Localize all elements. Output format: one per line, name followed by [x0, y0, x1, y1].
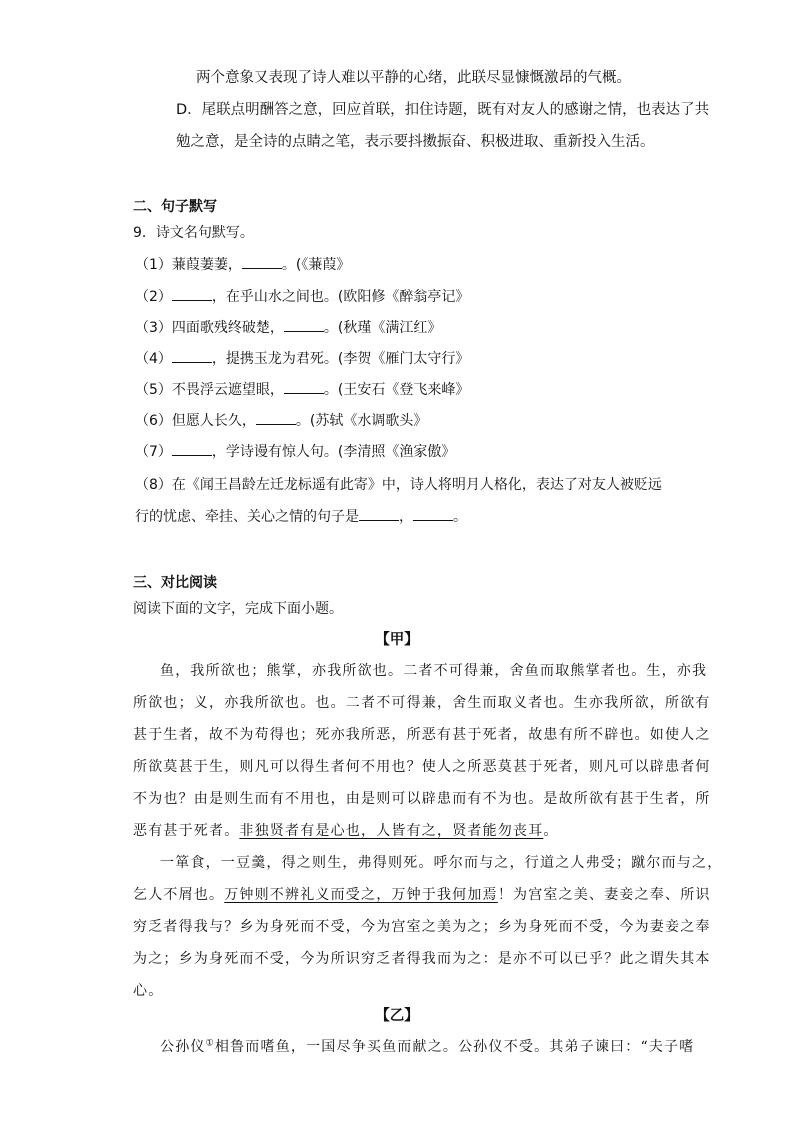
jia-p1-line2: 所欲也；义，亦我所欲也。也。二者不可得兼，舍生而取义者也。生亦我所欲，所欲有: [133, 695, 711, 711]
answer-blank[interactable]: [284, 319, 324, 332]
passage-yi-title: 【乙】: [375, 1008, 419, 1024]
item-source: ，提携玉龙为君死。(李贺《雁门太守行》: [211, 351, 470, 367]
item-text: （7）: [135, 444, 172, 460]
jia-p1-line6: [133, 820, 559, 840]
jia-p2-line2: [133, 884, 711, 904]
underlined-sentence: 非独贤者有是心也，人皆有之，贤者能勿丧耳: [239, 823, 544, 839]
item-source: 。(秋瑾《满江红》: [323, 320, 442, 336]
item-text: （5）不畏浮云遮望眼，: [135, 382, 284, 398]
item-text: （6）但愿人长久，: [135, 413, 256, 429]
comma: ，: [399, 509, 413, 525]
question-9: 9．诗文名句默写。: [133, 225, 254, 241]
item-source: 。(王安石《登飞来峰》: [323, 382, 470, 398]
jia-p2-line1: 一箪食，一豆羹，得之则生，弗得则死。呼尔而与之，行道之人弗受；蹴尔而与之，: [160, 855, 723, 871]
option-d-line1: D．尾联点明酬答之意，回应首联，扣住诗题，既有对友人的感谢之情，也表达了共: [176, 102, 710, 118]
jia-p2-line4: 为之；乡为身死而不受，今为所识穷乏者得我而为之：是亦不可以已乎？此之谓失其本: [133, 951, 711, 967]
plain-text: 相鲁而嗜鱼，一国尽争买鱼而献之。公孙仪不受。其弟子谏曰：“夫子嗜: [214, 1039, 695, 1055]
dictation-item-5: [135, 379, 469, 399]
answer-blank[interactable]: [172, 288, 212, 301]
dictation-item-7: [135, 441, 455, 461]
dictation-item-6: [135, 410, 427, 430]
plain-text: 乞人不屑也。: [133, 887, 225, 903]
jia-p2-line3: 穷乏者得我与？乡为身死而不受，今为宫室之美为之；乡为身死而不受，今为妻妾之奉: [133, 919, 711, 935]
jia-p1-line4: 所欲莫甚于生，则凡可以得生者何不用也？使人之所恶莫甚于死者，则凡可以辟患者何: [133, 759, 711, 775]
dictation-item-8-line1: （8）在《闻王昌龄左迁龙标遥有此寄》中，诗人将明月人格化，表达了对友人被贬远: [135, 477, 662, 493]
answer-blank[interactable]: [256, 412, 296, 425]
jia-p1-line3: 甚于生者，故不为苟得也；死亦我所恶，所恶有甚于死者，故患有所不辟也。如使人之: [133, 727, 711, 743]
answer-blank[interactable]: [172, 443, 212, 456]
answer-blank[interactable]: [359, 508, 399, 521]
plain-text: ！为宫室之美、妻妾之奉、所识: [497, 887, 711, 903]
item-source: 。(《蒹葭》: [281, 257, 351, 273]
item-text: 行的忧虑、牵挂、关心之情的句子是: [135, 509, 359, 525]
dictation-item-4: [135, 348, 469, 368]
answer-blank[interactable]: [242, 256, 282, 269]
period: 。: [453, 509, 467, 525]
plain-text: 公孙仪: [160, 1039, 206, 1055]
jia-p1-line1: 鱼，我所欲也；熊掌，亦我所欲也。二者不可得兼，舍鱼而取熊掌者也。生，亦我: [160, 663, 708, 679]
dictation-item-3: [135, 317, 441, 337]
answer-blank[interactable]: [284, 381, 324, 394]
underlined-sentence: 万钟则不辨礼义而受之，万钟于我何加焉: [224, 887, 498, 903]
answer-blank[interactable]: [413, 508, 453, 521]
jia-p2-line5: 心。: [133, 983, 164, 999]
passage-jia-title: 【甲】: [375, 632, 419, 648]
item-text: （3）四面歌残终破楚，: [135, 320, 284, 336]
item-text: （2）: [135, 289, 172, 305]
item-text: （4）: [135, 351, 172, 367]
plain-text: 。: [543, 823, 559, 839]
option-d-line2: 勉之意，是全诗的点睛之笔，表示要抖擞振奋、积极进取、重新投入生活。: [176, 134, 655, 150]
section-heading-dictation: 二、句子默写: [133, 199, 217, 215]
plain-text: 恶有甚于死者。: [133, 823, 240, 839]
option-c-tail: 两个意象又表现了诗人难以平静的心绪，此联尽显慷慨激昂的气概。: [196, 70, 631, 86]
section-heading-comparative-reading: 三、对比阅读: [133, 575, 217, 591]
item-source: ，在乎山水之间也。(欧阳修《醉翁亭记》: [211, 289, 470, 305]
dictation-item-1: [135, 254, 350, 274]
item-source: 。(苏轼《水调歌头》: [295, 413, 428, 429]
answer-blank[interactable]: [172, 350, 212, 363]
jia-p1-line5: 不为也？由是则生而有不用也，由是则可以辟患而有不为也。是故所欲有甚于生者，所: [133, 791, 711, 807]
yi-line1: [160, 1036, 694, 1056]
dictation-item-8-line2: [135, 506, 467, 526]
footnote-marker: ①: [205, 1038, 215, 1049]
item-source: ，学诗谩有惊人句。(李清照《渔家傲》: [211, 444, 456, 460]
dictation-item-2: [135, 286, 469, 306]
item-text: （1）蒹葭萋萋，: [135, 257, 242, 273]
reading-instruction: 阅读下面的文字，完成下面小题。: [133, 601, 343, 617]
